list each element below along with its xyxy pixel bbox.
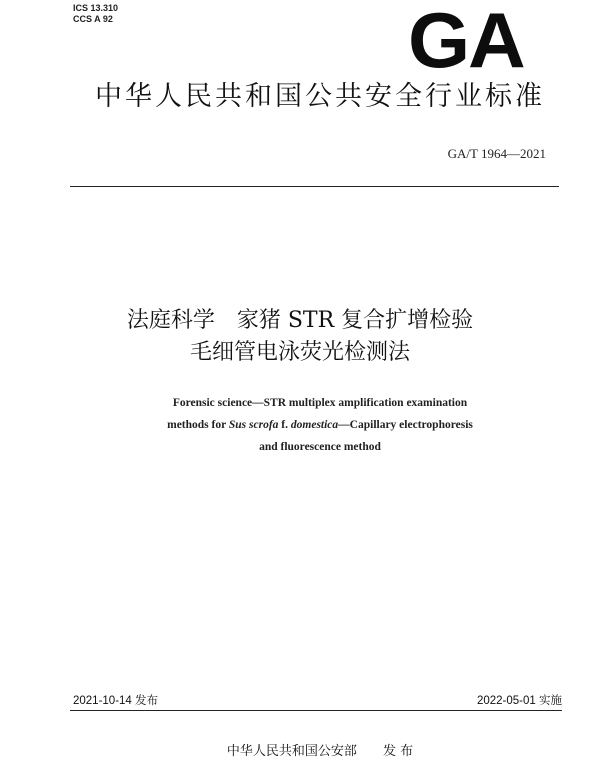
publisher-line — [0, 740, 600, 759]
chinese-title — [0, 305, 600, 369]
standard-number: GA/T 1964—2021 — [447, 146, 546, 161]
standard-type-heading: 中华人民共和国公共安全行业标准 — [95, 81, 545, 112]
chinese-title-line-2: 毛细管电泳荧光检测法 — [189, 340, 410, 365]
english-title — [0, 392, 600, 458]
implementation-date: 2022-05-01 实施 — [476, 695, 562, 707]
classification-codes — [73, 3, 118, 25]
top-divider — [70, 186, 559, 187]
english-title-line-2-mid: f. — [278, 419, 291, 431]
ccs-code: CCS A 92 — [73, 14, 113, 24]
publisher-name: 中华人民共和国公安部 — [226, 744, 357, 759]
english-title-line-2-suffix: —Capillary electrophoresis — [338, 419, 473, 431]
english-title-line-2-prefix: methods for — [167, 419, 229, 431]
species-form: domestica — [290, 419, 339, 431]
english-title-line-3: and fluorescence method — [259, 441, 381, 453]
ics-code: ICS 13.310 — [73, 3, 119, 13]
species-name: Sus scrofa — [228, 419, 279, 431]
ga-logo: GA — [408, 0, 524, 84]
chinese-title-line-1: 法庭科学 家猪 STR 复合扩增检验 — [126, 308, 474, 333]
issue-date: 2021-10-14 发布 — [73, 695, 159, 707]
issued-label: 发 布 — [382, 744, 414, 759]
english-title-line-2 — [0, 414, 600, 436]
english-title-line-1: Forensic science—STR multiplex amplification examination — [172, 397, 468, 409]
bottom-divider — [70, 710, 562, 711]
